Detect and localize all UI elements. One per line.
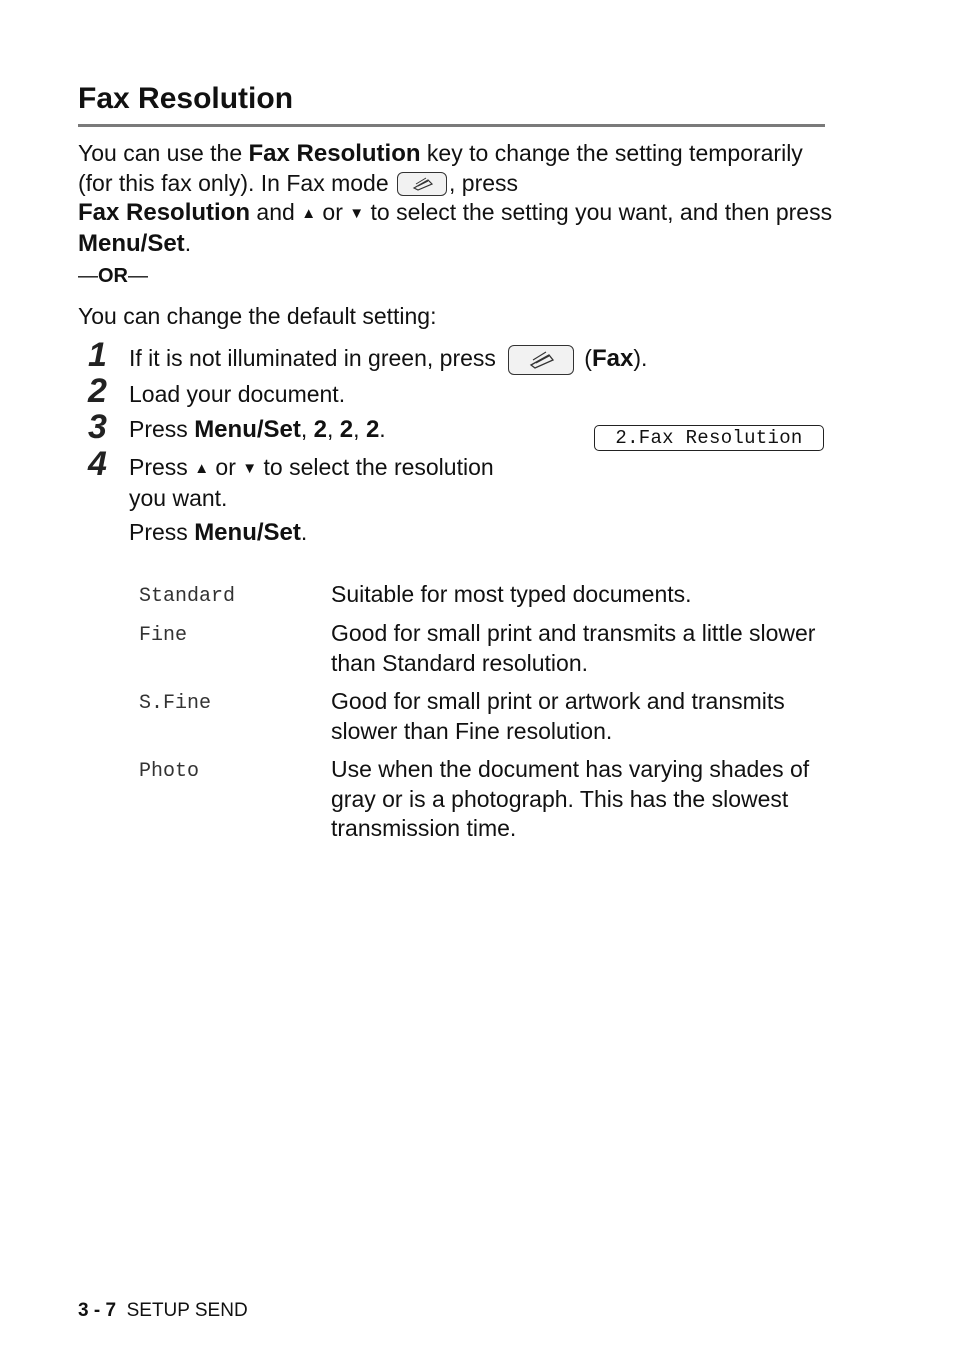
intro-text: and [250,199,302,225]
intro-text: You can use the [78,140,249,166]
up-arrow-icon: ▲ [301,205,317,222]
dash: — [128,265,148,287]
intro-text: . [184,229,192,256]
down-arrow-icon: ▼ [349,205,365,222]
fax-key-label: Fax [591,345,634,372]
step-text: , [353,416,366,442]
intro-text: to select the setting you want, and then press [364,199,833,225]
option-description: Use when the document has varying shades of gray or is a photograph. This has the slowest transmission time. [331,756,810,841]
step-number: 1 [88,336,107,374]
step-number: 2 [88,372,107,410]
option-name: S.Fine [139,692,212,715]
step-text: ). [633,345,648,371]
fax-key-icon [397,172,447,196]
intro-text: , press [449,169,519,196]
or-separator [78,265,148,288]
option-name: Fine [139,624,188,647]
fax-resolution-key-label: Fax Resolution [248,140,421,167]
step-text: If it is not illuminated in green, press [129,345,496,371]
section-name: SETUP SEND [126,1300,248,1321]
intro-paragraph [78,139,838,258]
step-text: , [300,416,314,442]
step-text: Press [129,519,195,545]
option-description: Good for small print or artwork and transmits slower than Fine resolution. [331,688,785,744]
step-4-text [129,453,529,513]
step-text: . [379,416,386,442]
step-text: or [209,454,243,480]
menu-set-key-label: Menu/Set [194,519,301,546]
page-title: Fax Resolution [78,82,294,115]
step-number: 3 [88,408,107,446]
down-arrow-icon: ▼ [242,460,258,477]
option-description: Good for small print and transmits a little slower than Standard resolution. [331,620,816,676]
step-number: 4 [88,445,107,483]
dash: — [78,265,98,287]
option-description: Suitable for most typed documents. [331,581,692,607]
menu-set-key-label: Menu/Set [78,229,185,257]
fax-key-icon [508,345,574,375]
step-text: . [300,519,308,545]
page-number: 3 - 7 [78,1300,117,1321]
digit-key-label: 2 [339,416,354,443]
fax-resolution-key-label: Fax Resolution [78,199,251,226]
page-footer [78,1300,248,1322]
up-arrow-icon: ▲ [194,460,210,477]
step-4-press-text [129,518,307,548]
digit-key-label: 2 [313,416,328,443]
lcd-display: 2.Fax Resolution [594,425,824,451]
default-setting-text: You can change the default setting: [78,303,437,329]
step-text: Press [129,416,195,442]
intro-text: key to change the setting temporarily (for this fax only). In Fax mode [78,140,803,196]
step-1-text [129,344,647,375]
digit-key-label: 2 [365,416,380,443]
or-label: OR [98,265,128,287]
step-text: ( [577,345,592,371]
option-name: Photo [139,760,200,783]
step-text: Press [129,454,195,480]
step-3-text [129,415,386,445]
intro-text: or [316,199,350,225]
title-rule [78,124,825,127]
menu-set-key-label: Menu/Set [194,416,301,443]
step-text: to select the resolution you want. [129,454,494,511]
step-2-text: Load your document. [129,381,346,407]
option-name: Standard [139,585,236,608]
step-text: , [327,416,340,442]
